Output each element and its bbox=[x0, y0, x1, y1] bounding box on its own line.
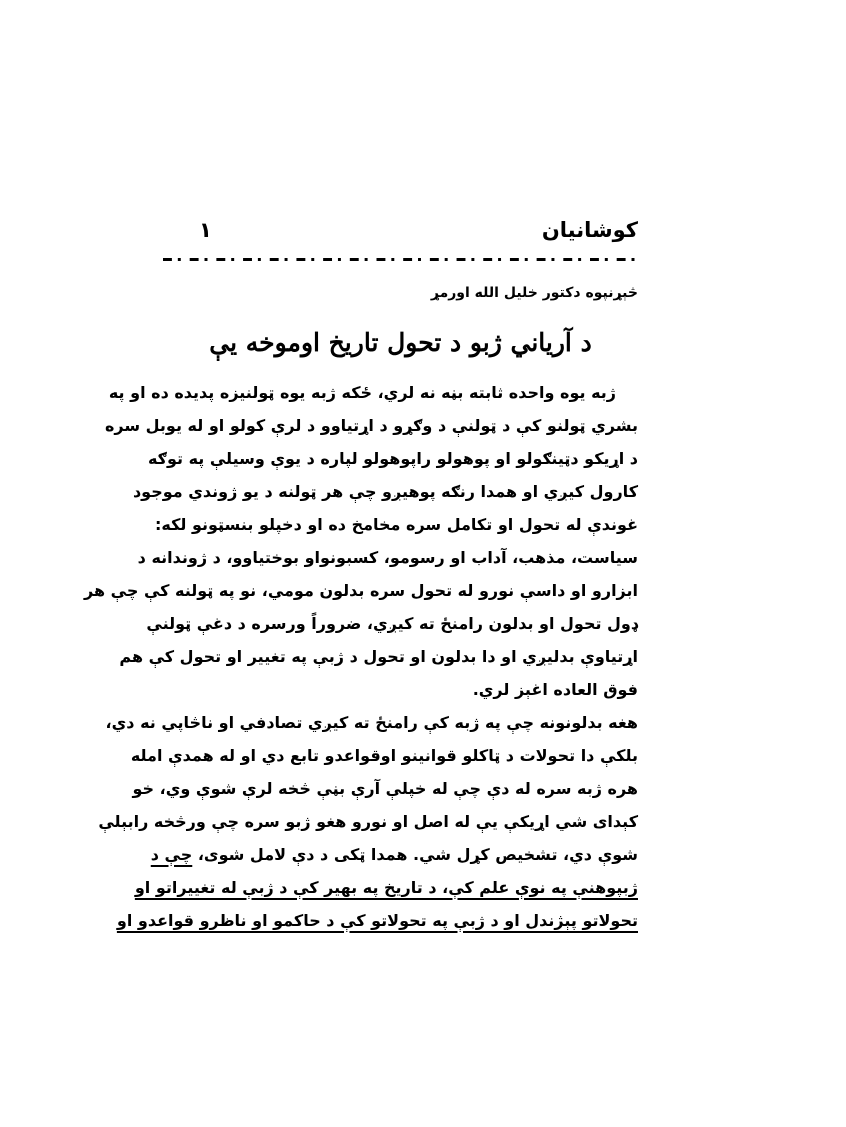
article-body bbox=[84, 376, 638, 937]
paragraph-1 bbox=[84, 376, 638, 706]
paragraph-2 bbox=[98, 706, 638, 937]
body-line: کارول کيږي او همدا رنګه پوهيږو چې هر ټولنه د يو ژوندي موجود bbox=[132, 482, 638, 501]
running-title: کوشانیان bbox=[541, 218, 638, 242]
body-line: غوندې له تحول او تکامل سره مخامخ ده او دخپلو بنسټونو لکه: bbox=[154, 515, 638, 534]
body-line: سياست، مذهب، آداب او رسومو، کسبونواو بوختياوو، د ژوندانه د bbox=[137, 548, 638, 567]
body-line: ابزارو او داسې نورو له تحول سره بدلون مومي، نو په ټولنه کې چې هر bbox=[84, 581, 638, 600]
body-line-text: شوې دي، تشخيص کړل شي. همدا ټکی د دې لامل شوی، bbox=[197, 845, 638, 864]
body-line: ژبه يوه واحده ثابته بڼه نه لري، ځکه ژبه يوه ټولنيزه پديده ده او په bbox=[108, 383, 616, 402]
author-line: څېړنپوه دکتور خلیل الله اورمړ bbox=[430, 285, 638, 301]
underlined-line: تحولاتو پېژندل او د ژبې په تحولاتو کې د حاکمو او ناظرو قواعدو او bbox=[116, 911, 638, 930]
underlined-line: ژبپوهنې په نوې علم کې، د تاريخ په بهير کې د ژبې له تغييراتو او bbox=[134, 878, 638, 897]
page-number: ١ bbox=[199, 218, 212, 242]
body-line: د اړيکو دټينګولو او پوهولو راپوهولو لپاره د يوې وسيلې په توګه bbox=[147, 449, 638, 468]
body-line: اړتياوې بدليږي او دا بدلون او تحول د ژبې په تغيير او تحول کې هم bbox=[119, 647, 638, 666]
page-header bbox=[163, 214, 638, 250]
body-line bbox=[150, 838, 638, 871]
body-line: ډول تحول او بدلون رامنځ ته کيږي، ضروراً ورسره د دغې ټولنې bbox=[146, 614, 638, 633]
body-line: هغه بدلونونه چې په ژبه کې رامنځ ته کيږي تصادفي او ناڅاپي نه دي، bbox=[105, 713, 638, 732]
body-line: بشري ټولنو کې د ټولنې د وګړو د اړتياوو د لرې کولو او له يوبل سره bbox=[104, 416, 638, 435]
article-title: د آرياني ژبو د تحول تاريخ اوموخه يې bbox=[209, 328, 592, 357]
header-divider bbox=[163, 258, 638, 262]
body-line: فوق العاده اغېز لري. bbox=[472, 680, 638, 699]
body-line: کېداى شي اړيکې يې له اصل او نورو هغو ژبو سره چې ورڅخه رابېلې bbox=[98, 812, 638, 831]
underlined-text: چې د bbox=[150, 845, 193, 864]
body-line: هره ژبه سره له دې چې له خپلې آرې بڼې څخه لرې شوې وي، خو bbox=[132, 779, 638, 798]
body-line: بلکې دا تحولات د ټاکلو قوانينو اوقواعدو تابع دي او له همدې امله bbox=[130, 746, 638, 765]
